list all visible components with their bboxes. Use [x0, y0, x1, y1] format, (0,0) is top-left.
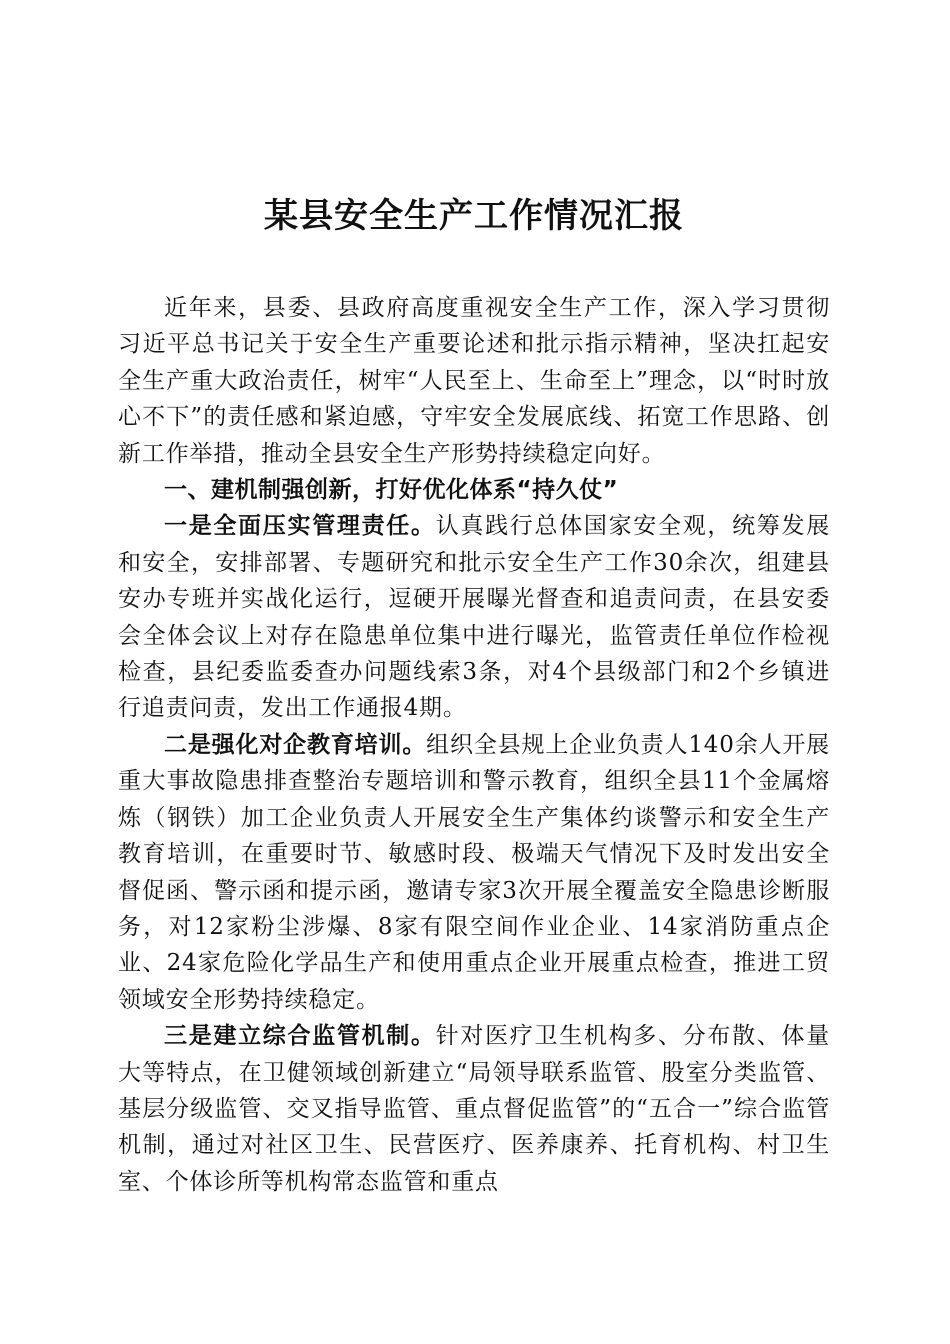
paragraph-1: [118, 508, 830, 726]
intro-paragraph: 近年来，县委、县政府高度重视安全生产工作，深入学习贯彻习近平总书记关于安全生产重要论述和批示指示精神，坚决扛起安全生产重大政治责任，树牢“人民至上、生命至上”理念，以“时时放心不下”的责任感和紧迫感，守牢安全发展底线、拓宽工作思路、创新工作举措，推动全县安全生产形势持续稳定向好。: [118, 295, 830, 467]
paragraph-2-lead: 二是强化对企教育培训。: [164, 730, 427, 758]
paragraph-2-text: 组织全县规上企业负责人140余人开展重大事故隐患排查整治专题培训和警示教育，组织全县11个金属熔炼（钢铁）加工企业负责人开展安全生产集体约谈警示和安全生产教育培训，在重要时节、敏感时段、极端天气情况下及时发出安全督促函、警示函和提示函，邀请专家3次开展全覆盖安全隐患诊断服务，对12家粉尘涉爆、8家有限空间作业企业、14家消防重点企业、24家危险化学品生产和使用重点企业开展重点检查，推进工贸领域安全形势持续稳定。: [118, 731, 830, 1013]
paragraph-2: [118, 727, 830, 1018]
paragraph-3-text: 针对医疗卫生机构多、分布散、体量大等特点，在卫健领域创新建立“局领导联系监管、股室分类监管、基层分级监管、交叉指导监管、重点督促监管”的“五合一”综合监管机制，通过对社区卫生、民营医疗、医养康养、托育机构、村卫生室、个体诊所等机构常态监管和重点: [118, 1023, 830, 1195]
document-body: [118, 290, 830, 1200]
paragraph-1-text: 认真践行总体国家安全观，统筹发展和安全，安排部署、专题研究和批示安全生产工作30余次，组建县安办专班并实战化运行，逗硬开展曝光督查和追责问责，在县安委会全体会议上对存在隐患单位集中进行曝光，监管责任单位作检视检查，县纪委监委查办问题线索3条，对4个县级部门和2个乡镇进行追责问责，发出工作通报4期。: [118, 513, 830, 722]
section-heading-1: 一、建机制强创新，打好优化体系“持久仗”: [164, 477, 619, 504]
document-title: 某县安全生产工作情况汇报: [264, 196, 684, 236]
paragraph-3-lead: 三是建立综合监管机制。: [164, 1022, 436, 1050]
paragraph-3: [118, 1018, 830, 1200]
paragraph-1-lead: 一是全面压实管理责任。: [164, 512, 436, 540]
